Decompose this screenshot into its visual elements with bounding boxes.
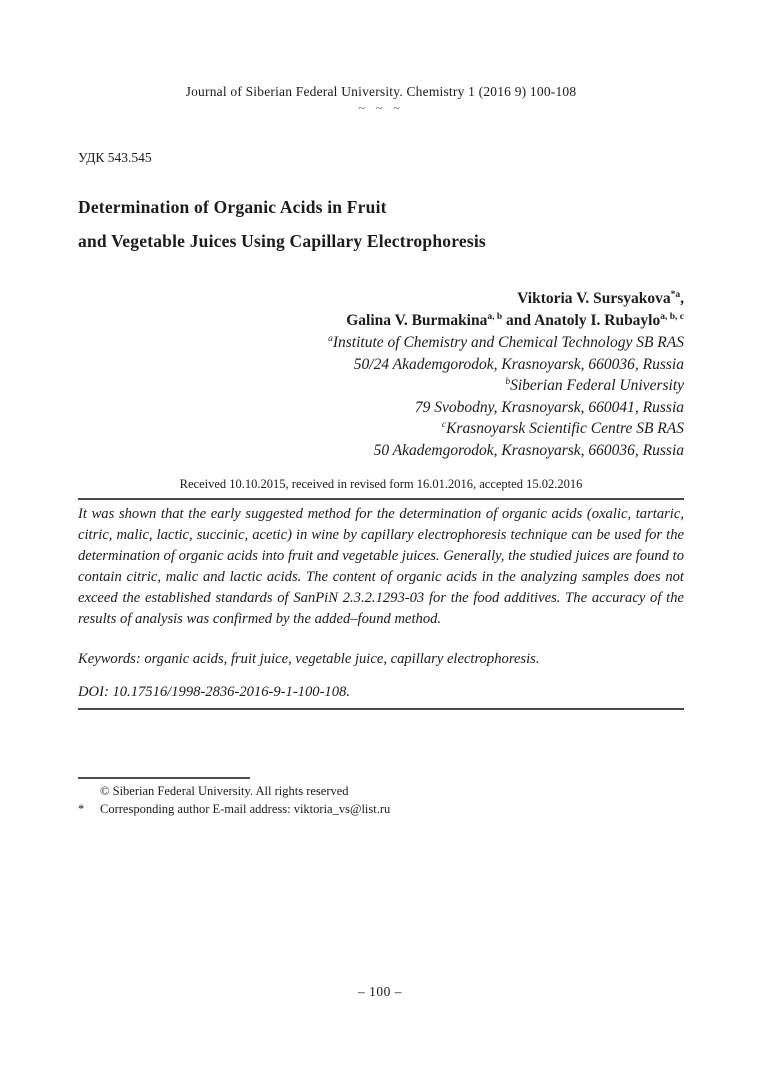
author-name: Anatoly I. Rubaylo xyxy=(534,312,661,329)
affiliation-text: 50 Akademgorodok, Krasnoyarsk, 660036, Russia xyxy=(373,441,684,459)
copyright-text: © Siberian Federal University. All rights reserved xyxy=(100,784,349,798)
abstract-top-rule xyxy=(78,498,684,500)
author-line-1 xyxy=(78,288,684,310)
affiliation-text: Siberian Federal University xyxy=(510,377,684,394)
page-content xyxy=(78,0,684,710)
affiliation-line xyxy=(78,397,684,419)
author-line-tail: , xyxy=(680,290,684,307)
abstract-bottom-rule xyxy=(78,708,684,710)
author-block xyxy=(78,288,684,332)
abstract-text: It was shown that the early suggested method for the determination of organic acids (oxalic, tartaric, citric, malic, lactic, succinic, acetic) in wine by capillary electrophoresis technique can be used for the determination of organic acids into fruit and vegetable juices. Generally, the studied juices are found to contain citric, malic and lactic acids. The content of organic acids in the analyzing samples does not exceed the established standards of SanPiN 2.3.2.1293-03 for the food additives. The accuracy of the results of analysis was confirmed by the added–found method. xyxy=(78,506,684,627)
affiliation-text: 79 Svobodny, Krasnoyarsk, 660041, Russia xyxy=(414,398,684,416)
affiliation-line xyxy=(78,375,684,397)
received-dates: Received 10.10.2015, received in revised form 16.01.2016, accepted 15.02.2016 xyxy=(179,477,583,491)
footnote-marker-spacer xyxy=(78,783,100,801)
affiliation-block xyxy=(78,332,684,461)
affiliation-text: Krasnoyarsk Scientific Centre SB RAS xyxy=(446,420,684,437)
corresponding-author-text: Corresponding author E-mail address: viktoria_vs@list.ru xyxy=(100,801,391,816)
affiliation-sup: b xyxy=(505,376,511,387)
affiliation-line xyxy=(78,418,684,440)
article-title-line1: Determination of Organic Acids in Fruit xyxy=(78,197,387,217)
author-affil-sup: a, b, c xyxy=(660,311,684,322)
affiliation-line xyxy=(78,440,684,462)
keywords-line: Keywords: organic acids, fruit juice, vegetable juice, capillary electrophoresis. xyxy=(78,651,540,668)
author-name: Galina V. Burmakina xyxy=(346,312,488,329)
author-joiner: and xyxy=(502,312,535,329)
page-number: – 100 – xyxy=(358,984,402,999)
copyright-line xyxy=(78,783,684,801)
journal-header-line: Journal of Siberian Federal University. Chemistry 1 (2016 9) 100-108 xyxy=(185,84,577,99)
corresponding-author-line xyxy=(78,801,684,819)
author-line-2 xyxy=(78,310,684,332)
affiliation-text: Institute of Chemistry and Chemical Technology SB RAS xyxy=(332,334,684,351)
footnote-rule xyxy=(78,777,250,779)
affiliation-sup: a xyxy=(328,333,333,344)
affiliation-sup: c xyxy=(441,419,447,430)
doi-line: DOI: 10.17516/1998-2836-2016-9-1-100-108. xyxy=(78,684,350,701)
affiliation-line xyxy=(78,332,684,354)
footnote-block xyxy=(78,777,684,818)
article-title-line2: and Vegetable Juices Using Capillary Electrophoresis xyxy=(78,231,486,251)
header-ornament: ~ ~ ~ xyxy=(358,101,404,115)
footnote-asterisk: * xyxy=(78,801,85,816)
udc-code: УДК 543.545 xyxy=(78,150,152,165)
article-title xyxy=(78,190,684,258)
author-affil-sup: *a xyxy=(670,289,681,300)
author-affil-sup: a, b xyxy=(487,311,503,322)
affiliation-text: 50/24 Akademgorodok, Krasnoyarsk, 660036, Russia xyxy=(353,355,684,373)
author-name: Viktoria V. Sursyakova xyxy=(517,290,671,307)
affiliation-line xyxy=(78,354,684,376)
